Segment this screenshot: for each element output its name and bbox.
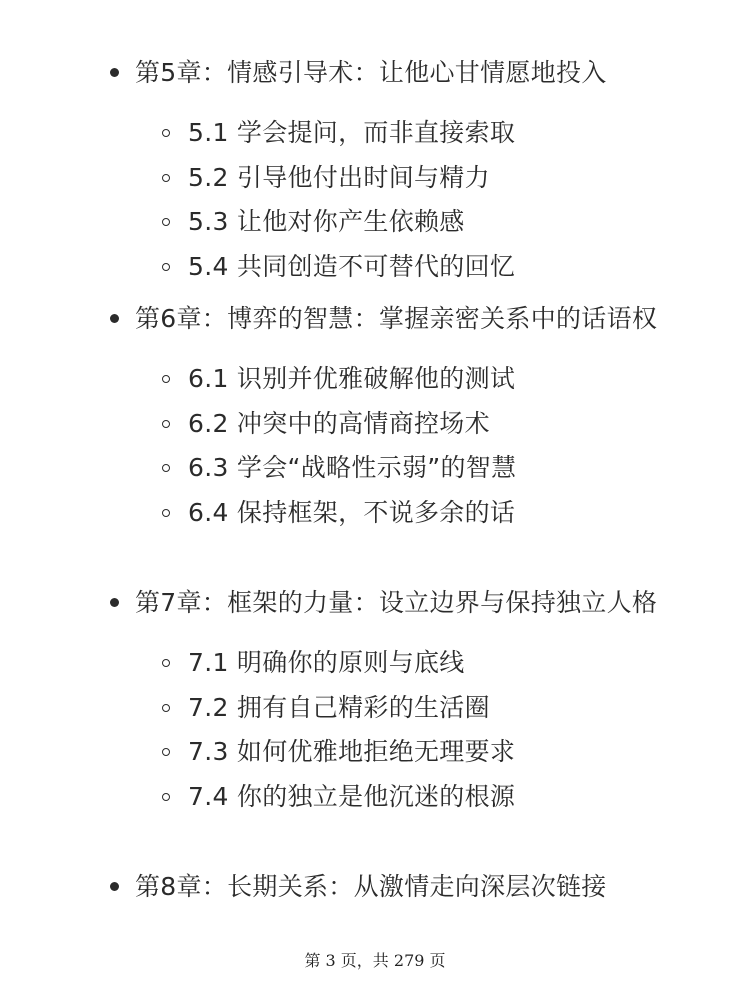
disc-bullet-icon	[110, 598, 119, 607]
section-title: 6.4 保持框架，不说多余的话	[188, 497, 516, 527]
chapter-item	[110, 298, 670, 339]
circle-bullet-icon	[162, 420, 170, 428]
circle-bullet-icon	[162, 174, 170, 182]
disc-bullet-icon	[110, 68, 119, 77]
page-footer	[0, 948, 750, 971]
section-item	[162, 111, 670, 156]
circle-bullet-icon	[162, 375, 170, 383]
section-list	[162, 111, 670, 289]
section-list	[162, 641, 670, 819]
chapter-item	[110, 52, 670, 93]
section-item	[162, 730, 670, 775]
section-item	[162, 200, 670, 245]
section-title: 7.2 拥有自己精彩的生活圈	[188, 692, 490, 722]
chapter-title: 第6章：博弈的智慧：掌握亲密关系中的话语权	[135, 304, 658, 333]
section-item	[162, 686, 670, 731]
page-number-label: 第 3 页，共 279 页	[304, 951, 446, 970]
section-item	[162, 156, 670, 201]
section-item	[162, 491, 670, 536]
section-item	[162, 245, 670, 290]
circle-bullet-icon	[162, 509, 170, 517]
chapter-5	[110, 52, 670, 289]
section-title: 5.4 共同创造不可替代的回忆	[188, 251, 516, 281]
circle-bullet-icon	[162, 129, 170, 137]
chapter-6	[110, 298, 670, 535]
section-title: 5.1 学会提问，而非直接索取	[188, 118, 516, 147]
chapter-title: 第8章：长期关系：从激情走向深层次链接	[135, 872, 607, 901]
chapter-item	[110, 582, 670, 623]
section-title: 6.2 冲突中的高情商控场术	[188, 408, 490, 438]
section-title: 5.2 引导他付出时间与精力	[188, 162, 490, 192]
disc-bullet-icon	[110, 882, 119, 891]
section-title: 7.4 你的独立是他沉迷的根源	[188, 781, 516, 811]
chapter-title: 第5章：情感引导术：让他心甘情愿地投入	[135, 58, 607, 87]
section-item	[162, 402, 670, 447]
chapter-item	[110, 866, 670, 907]
section-item	[162, 357, 670, 402]
section-item	[162, 446, 670, 491]
chapter-title: 第7章：框架的力量：设立边界与保持独立人格	[135, 588, 658, 617]
section-item	[162, 775, 670, 820]
circle-bullet-icon	[162, 748, 170, 756]
section-title: 7.1 明确你的原则与底线	[188, 648, 465, 677]
circle-bullet-icon	[162, 263, 170, 271]
chapter-8	[110, 866, 670, 907]
disc-bullet-icon	[110, 314, 119, 323]
circle-bullet-icon	[162, 793, 170, 801]
circle-bullet-icon	[162, 218, 170, 226]
section-list	[162, 357, 670, 535]
section-title: 5.3 让他对你产生依赖感	[188, 207, 465, 236]
circle-bullet-icon	[162, 659, 170, 667]
section-title: 6.1 识别并优雅破解他的测试	[188, 364, 516, 393]
circle-bullet-icon	[162, 464, 170, 472]
circle-bullet-icon	[162, 704, 170, 712]
section-item	[162, 641, 670, 686]
chapter-7	[110, 582, 670, 819]
section-title: 6.3 学会“战略性示弱”的智慧	[188, 453, 517, 482]
section-title: 7.3 如何优雅地拒绝无理要求	[188, 737, 516, 766]
